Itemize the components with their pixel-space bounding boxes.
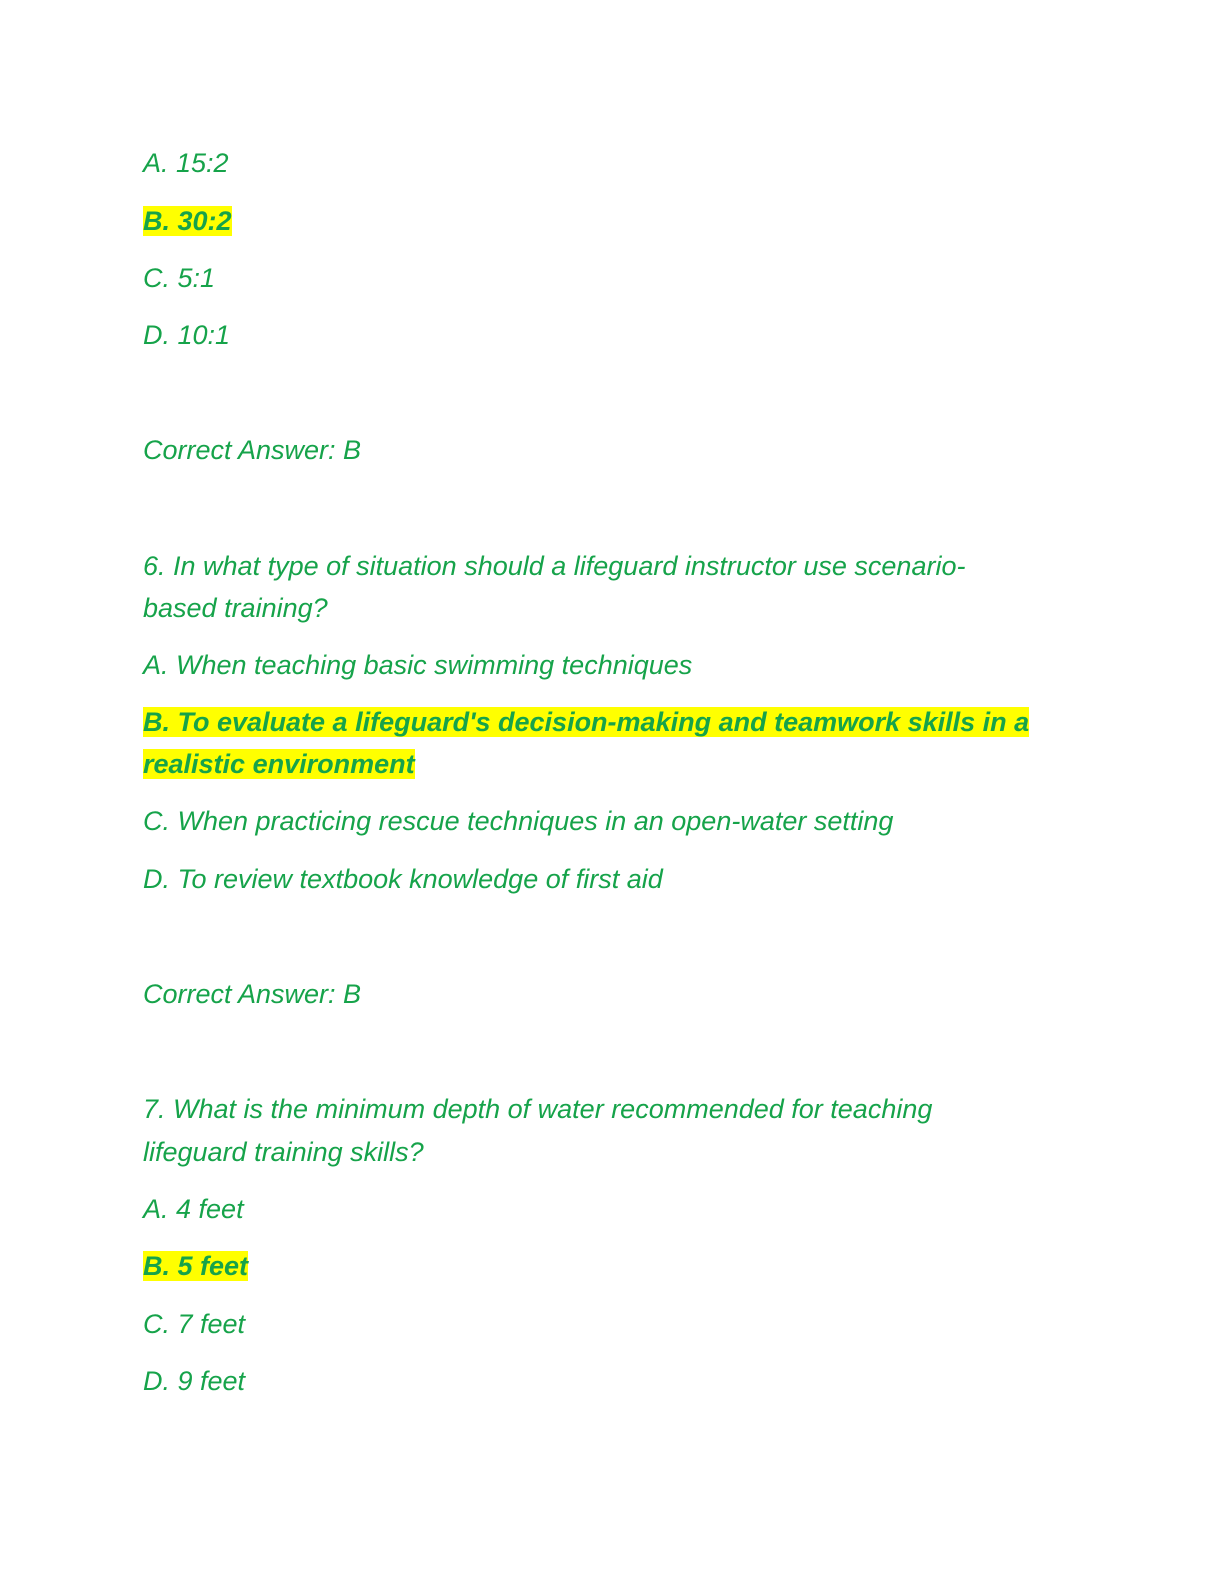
q6-option-a: A. When teaching basic swimming techniques	[143, 650, 693, 680]
q7-question-line-1: 7. What is the minimum depth of water recommended for teaching	[143, 1094, 933, 1124]
q6-option-b-correct-line-2	[143, 743, 415, 785]
q7-option-d: D. 9 feet	[143, 1366, 246, 1396]
q6-correct-answer: Correct Answer: B	[143, 979, 362, 1009]
answer-highlight: B. 30:2	[143, 206, 232, 236]
q7-option-c: C. 7 feet	[143, 1309, 246, 1339]
q5-option-c: C. 5:1	[143, 263, 216, 293]
answer-highlight: B. To evaluate a lifeguard's decision-making and teamwork skills in a	[143, 707, 1030, 737]
answer-highlight: B. 5 feet	[143, 1251, 249, 1281]
q7-question-line-2: lifeguard training skills?	[143, 1137, 424, 1167]
q5-option-b-correct	[143, 200, 232, 242]
q5-option-a: A. 15:2	[143, 148, 229, 178]
q6-option-b-correct-line-1	[143, 701, 1029, 743]
answer-highlight: realistic environment	[143, 749, 415, 779]
q6-question-line-1: 6. In what type of situation should a lifeguard instructor use scenario-	[143, 551, 966, 581]
q5-option-d: D. 10:1	[143, 320, 231, 350]
q6-option-d: D. To review textbook knowledge of first aid	[143, 864, 663, 894]
q7-option-b-correct	[143, 1245, 248, 1287]
q5-correct-answer: Correct Answer: B	[143, 435, 362, 465]
q6-option-c: C. When practicing rescue techniques in an open-water setting	[143, 806, 894, 836]
q7-option-a: A. 4 feet	[143, 1194, 244, 1224]
q6-question-line-2: based training?	[143, 593, 328, 623]
